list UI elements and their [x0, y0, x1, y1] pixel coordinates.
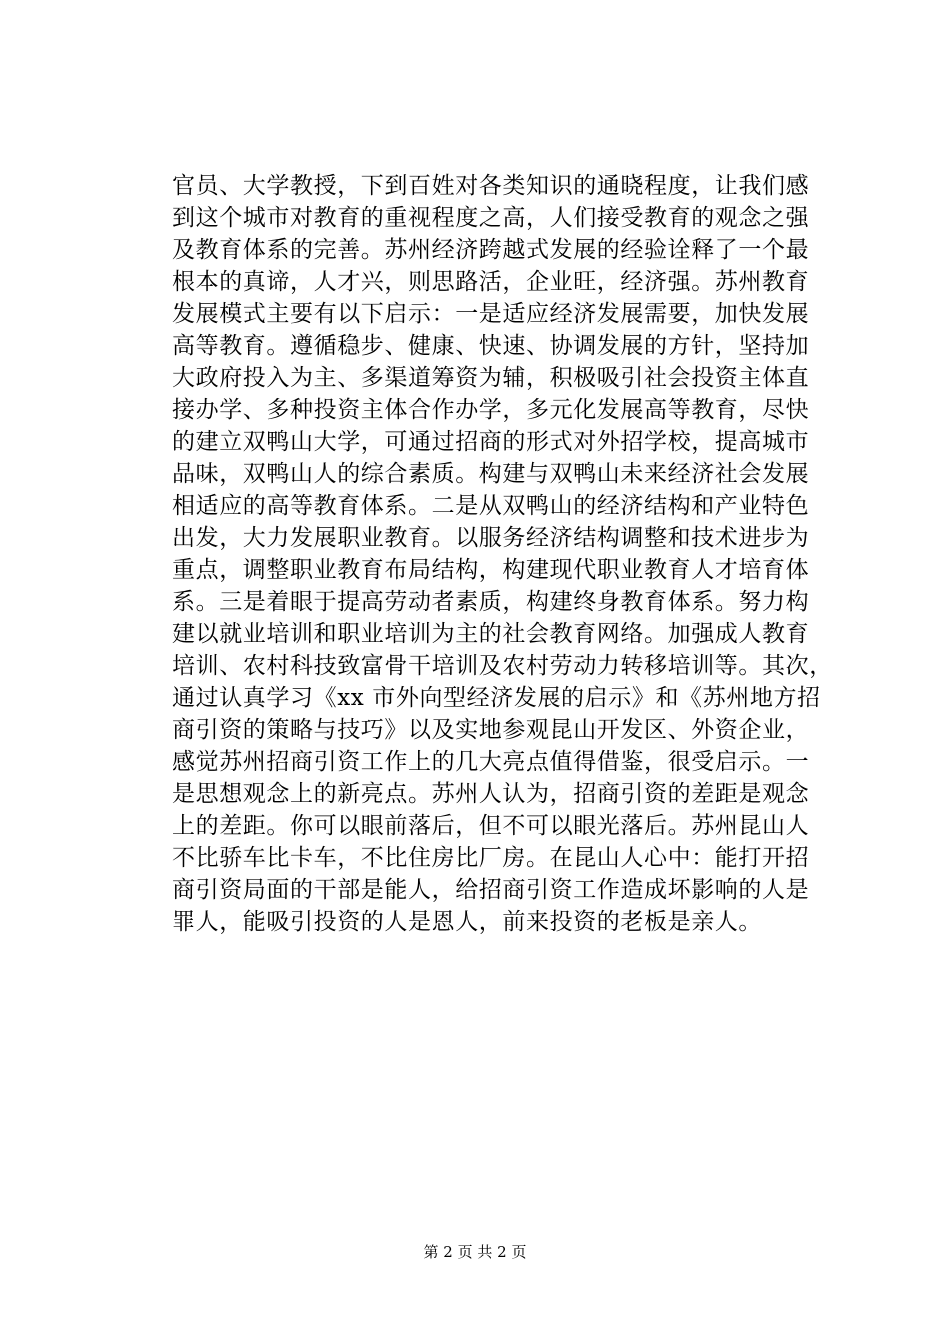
- text-line: 培训、农村科技致富骨干培训及农村劳动力转移培训等。其次，: [172, 653, 833, 679]
- text-line: 发展模式主要有以下启示：一是适应经济发展需要，加快发展: [172, 301, 810, 327]
- text-line: 大政府投入为主、多渠道筹资为辅，积极吸引社会投资主体直: [172, 365, 810, 391]
- text-line: 高等教育。遵循稳步、健康、快速、协调发展的方针，坚持加: [172, 333, 810, 359]
- text-line: 商引资的策略与技巧》以及实地参观昆山开发区、外资企业，: [172, 717, 810, 743]
- text-line: 到这个城市对教育的重视程度之高，人们接受教育的观念之强: [172, 205, 810, 231]
- text-line: 系。三是着眼于提高劳动者素质，构建终身教育体系。努力构: [172, 589, 810, 615]
- body-text: [172, 170, 833, 938]
- text-line: 及教育体系的完善。苏州经济跨越式发展的经验诠释了一个最: [172, 237, 810, 263]
- text-line: 接办学、多种投资主体合作办学，多元化发展高等教育，尽快: [172, 397, 810, 423]
- text-line: 商引资局面的干部是能人，给招商引资工作造成坏影响的人是: [172, 877, 810, 903]
- text-line: 通过认真学习《xx 市外向型经济发展的启示》和《苏州地方招: [172, 685, 821, 711]
- text-line: 官员、大学教授，下到百姓对各类知识的通晓程度，让我们感: [172, 173, 810, 199]
- text-line: 品味，双鸭山人的综合素质。构建与双鸭山未来经济社会发展: [172, 461, 810, 487]
- text-line: 根本的真谛，人才兴，则思路活，企业旺，经济强。苏州教育: [172, 269, 810, 295]
- text-line: 重点，调整职业教育布局结构，构建现代职业教育人才培育体: [172, 557, 810, 583]
- page-footer: 第 2 页 共 2 页: [423, 1243, 527, 1261]
- text-line: 建以就业培训和职业培训为主的社会教育网络。加强成人教育: [172, 621, 810, 647]
- text-line: 相适应的高等教育体系。二是从双鸭山的经济结构和产业特色: [172, 493, 810, 519]
- text-line: 不比骄车比卡车，不比住房比厂房。在昆山人心中：能打开招: [172, 845, 810, 871]
- text-line: 罪人，能吸引投资的人是恩人，前来投资的老板是亲人。: [172, 909, 762, 935]
- text-line: 感觉苏州招商引资工作上的几大亮点值得借鉴，很受启示。一: [172, 749, 810, 775]
- text-line: 上的差距。你可以眼前落后，但不可以眼光落后。苏州昆山人: [172, 813, 810, 839]
- text-line: 的建立双鸭山大学，可通过招商的形式对外招学校，提高城市: [172, 429, 810, 455]
- text-line: 是思想观念上的新亮点。苏州人认为，招商引资的差距是观念: [172, 781, 810, 807]
- text-line: 出发，大力发展职业教育。以服务经济结构调整和技术进步为: [172, 525, 810, 551]
